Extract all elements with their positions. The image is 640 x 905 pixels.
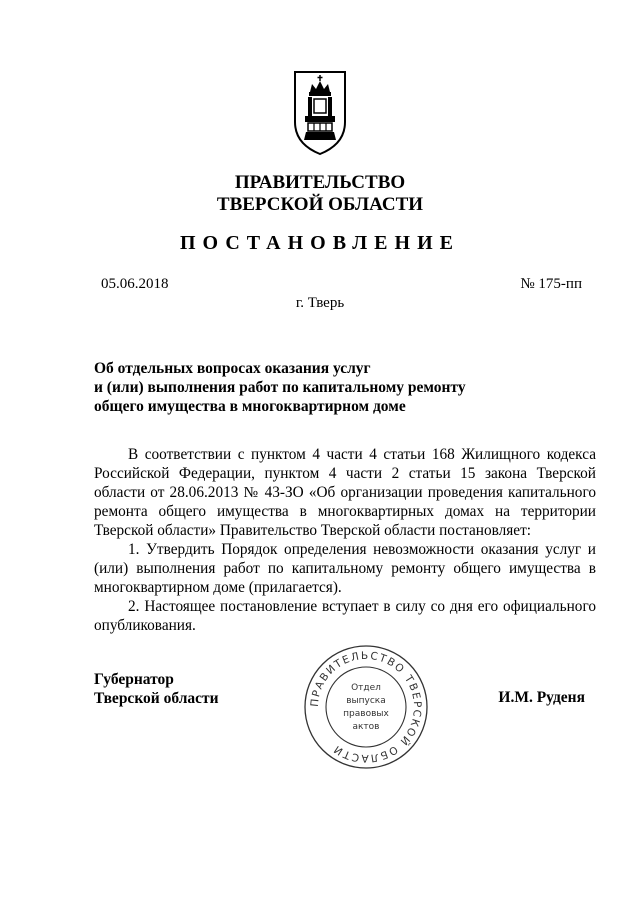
item-1-paragraph: 1. Утвердить Порядок определения невозможности оказания услуг и (или) выполнения работ по капитальному ремонту общего имущества в многоквартирном доме (прилагается). bbox=[94, 541, 596, 596]
coat-of-arms-icon bbox=[292, 70, 348, 156]
signer-position bbox=[94, 670, 219, 708]
org-line-1: ПРАВИТЕЛЬСТВО bbox=[234, 172, 406, 193]
organization-name bbox=[0, 172, 640, 216]
document-title bbox=[94, 359, 514, 416]
document-city: г. Тверь bbox=[295, 295, 345, 311]
official-stamp bbox=[302, 643, 430, 771]
item-2-paragraph: 2. Настоящее постановление вступает в силу со дня его официального опубликования. bbox=[94, 598, 596, 634]
document-number: № 175-пп bbox=[520, 276, 582, 292]
stamp-inner-line-3: правовых bbox=[343, 709, 389, 719]
preamble-paragraph: В соответствии с пунктом 4 части 4 статьи 168 Жилищного кодекса Российской Федерации, пунктом 4 части 2 статьи 15 закона Тверской области от 28.06.2013 № 43-ЗО «Об организации проведения капитального ремонта общего имущества в многоквартирных домах на территории Тверской области» Правительство Тверской области постановляет: bbox=[94, 446, 596, 539]
signer-position-line-2: Тверской области bbox=[94, 690, 219, 707]
signer-name: И.М. Руденя bbox=[498, 689, 585, 706]
stamp-inner-line-4: актов bbox=[352, 722, 380, 732]
stamp-ring-text: ПРАВИТЕЛЬСТВО ТВЕРСКОЙ ОБЛАСТИ bbox=[308, 649, 424, 765]
stamp-inner-line-1: Отдел bbox=[351, 683, 381, 693]
stamp-inner-line-2: выпуска bbox=[346, 696, 386, 706]
title-line-1: Об отдельных вопросах оказания услуг bbox=[94, 360, 371, 377]
title-line-2: и (или) выполнения работ по капитальному ремонту bbox=[94, 379, 466, 396]
document-date: 05.06.2018 bbox=[101, 276, 169, 292]
title-line-3: общего имущества в многоквартирном доме bbox=[94, 398, 406, 415]
signer-position-line-1: Губернатор bbox=[94, 671, 174, 688]
document-type: ПОСТАНОВЛЕНИЕ bbox=[180, 232, 460, 254]
document-body bbox=[94, 445, 596, 635]
org-line-2: ТВЕРСКОЙ ОБЛАСТИ bbox=[216, 194, 424, 215]
